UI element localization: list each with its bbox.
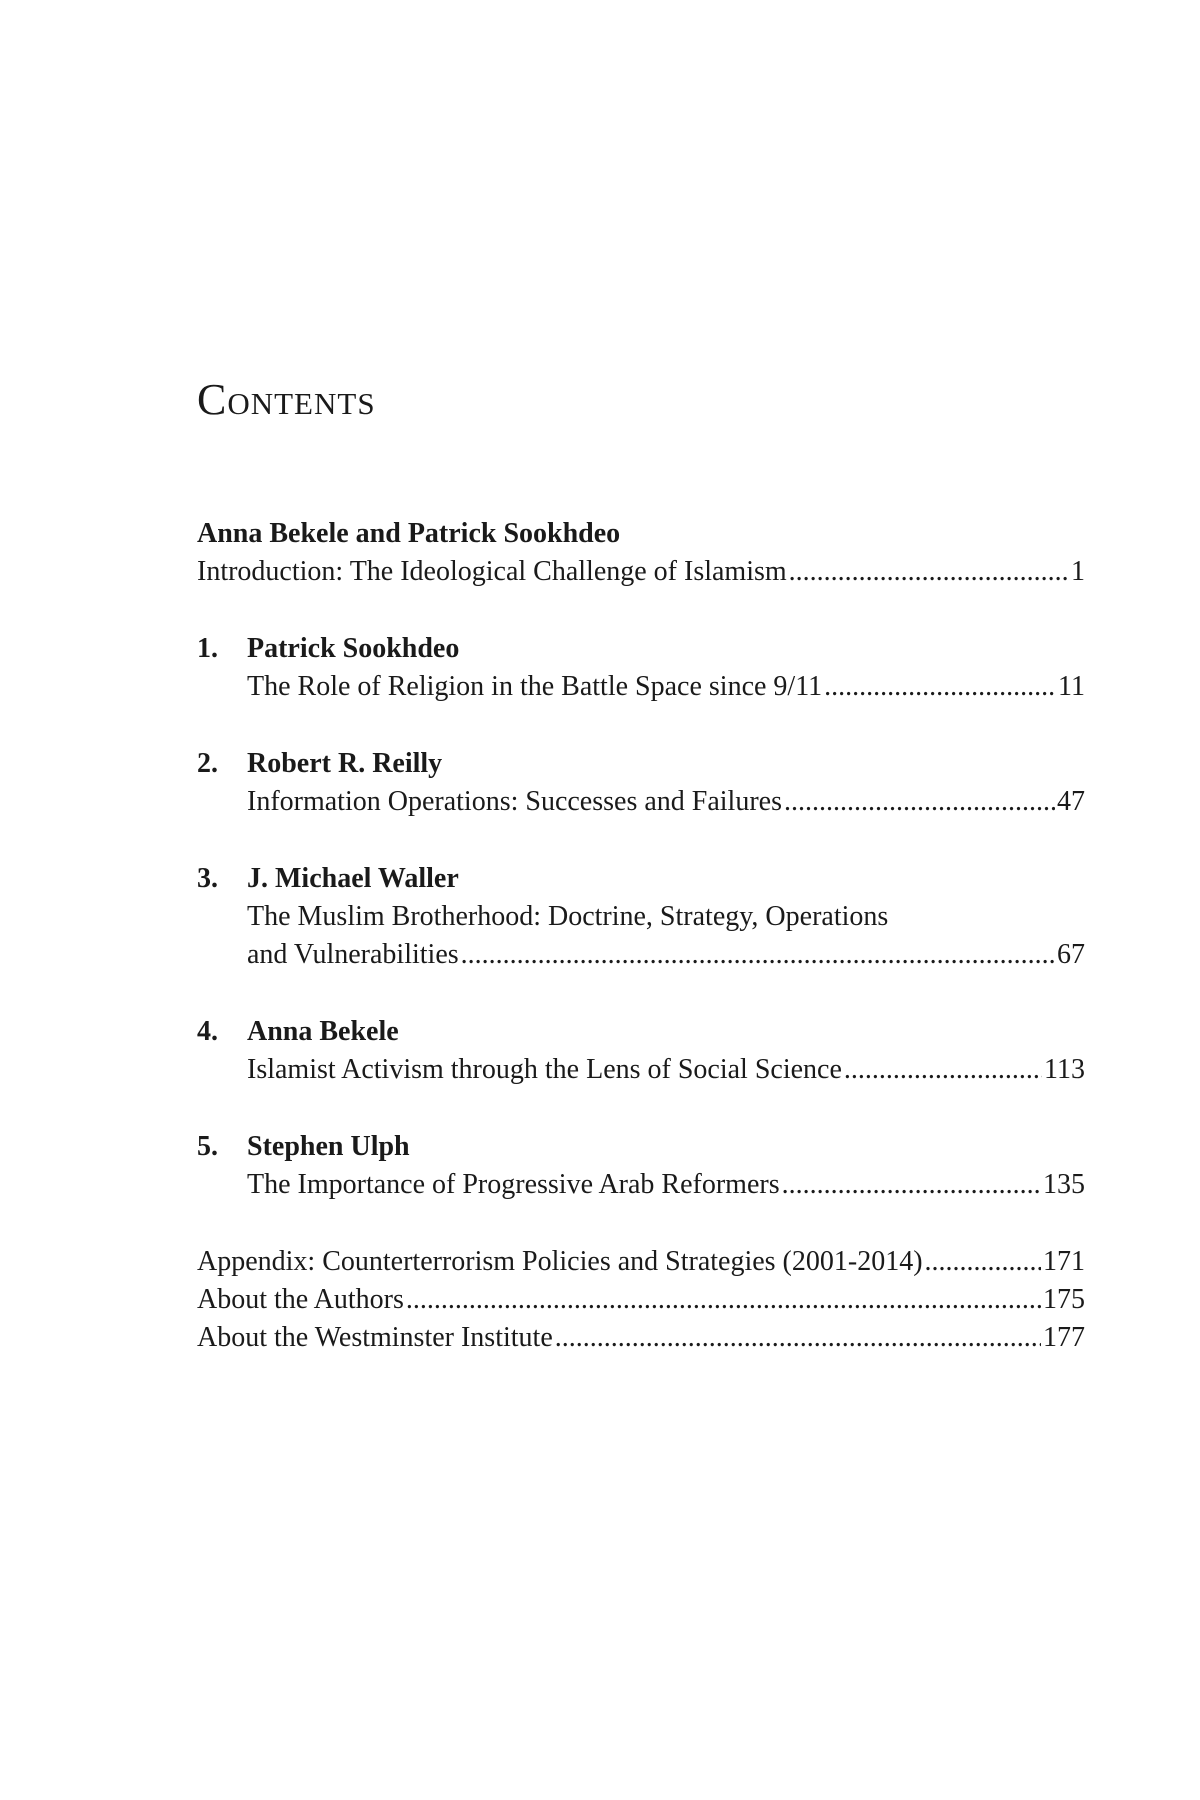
toc-chapter-heading [197, 630, 1085, 668]
toc-author: Stephen Ulph [247, 1131, 410, 1162]
toc-line[interactable] [197, 1166, 1085, 1204]
toc-line-about-institute[interactable] [197, 1319, 1085, 1357]
chapter-number: 5. [197, 1131, 218, 1162]
dot-leader [789, 553, 1069, 591]
chapter-number: 3. [197, 863, 218, 894]
toc-page-number: 171 [1043, 1246, 1085, 1277]
toc-author: Anna Bekele and Patrick Sookhdeo [197, 518, 621, 549]
toc-title: About the Westminster Institute [197, 1322, 553, 1353]
toc-line[interactable] [197, 553, 1085, 591]
toc-title: Introduction: The Ideological Challenge of Islamism [197, 556, 787, 587]
toc-line-about-authors[interactable] [197, 1281, 1085, 1319]
toc-line[interactable] [197, 668, 1085, 706]
toc-entry-chapter-4 [197, 1013, 1085, 1089]
toc-page-number: 1 [1071, 556, 1085, 587]
toc-page-number: 177 [1043, 1322, 1085, 1353]
toc-title: About the Authors [197, 1284, 404, 1315]
dot-leader [555, 1319, 1041, 1357]
toc-entry-chapter-1 [197, 630, 1085, 706]
chapter-number: 4. [197, 1016, 218, 1047]
dot-leader [784, 783, 1055, 821]
toc-entry-introduction [197, 515, 1085, 591]
toc-back-matter [197, 1243, 1085, 1357]
dot-leader [782, 1166, 1041, 1204]
toc-chapter-heading [197, 860, 1085, 898]
toc-title: Appendix: Counterterrorism Policies and Strategies (2001-2014) [197, 1246, 923, 1277]
toc-author: Patrick Sookhdeo [247, 633, 460, 664]
toc-page-number: 67 [1057, 939, 1085, 970]
toc-line[interactable] [197, 783, 1085, 821]
toc-author: Anna Bekele [247, 1016, 399, 1047]
toc-entry-chapter-2 [197, 745, 1085, 821]
dot-leader [461, 936, 1055, 974]
toc-title: The Importance of Progressive Arab Reformers [247, 1169, 780, 1200]
toc-author: J. Michael Waller [247, 863, 459, 894]
toc-line-appendix[interactable] [197, 1243, 1085, 1281]
toc-title: Information Operations: Successes and Failures [247, 786, 782, 817]
dot-leader [844, 1051, 1042, 1089]
toc-line[interactable] [197, 936, 1085, 974]
toc-title: Islamist Activism through the Lens of Social Science [247, 1054, 842, 1085]
chapter-number: 2. [197, 748, 218, 779]
toc-page-number: 11 [1058, 671, 1085, 702]
toc-page-number: 175 [1043, 1284, 1085, 1315]
toc-page-number: 135 [1043, 1169, 1085, 1200]
toc-page-number: 113 [1044, 1054, 1085, 1085]
dot-leader [824, 668, 1056, 706]
chapter-number: 1. [197, 633, 218, 664]
page-title: Contents [197, 375, 376, 424]
dot-leader [925, 1243, 1041, 1281]
toc-chapter-heading [197, 745, 1085, 783]
toc-title-first-line[interactable]: The Muslim Brotherhood: Doctrine, Strategy, Operations [247, 901, 889, 932]
toc-title: The Role of Religion in the Battle Space since 9/11 [247, 671, 823, 702]
toc-title: and Vulnerabilities [247, 939, 459, 970]
toc-line[interactable] [197, 1051, 1085, 1089]
toc-entry-chapter-5 [197, 1128, 1085, 1204]
table-of-contents [197, 515, 1085, 1357]
toc-chapter-heading [197, 1013, 1085, 1051]
toc-chapter-heading [197, 1128, 1085, 1166]
toc-author: Robert R. Reilly [247, 748, 443, 779]
dot-leader [406, 1281, 1041, 1319]
toc-entry-chapter-3 [197, 860, 1085, 974]
toc-page-number: 47 [1057, 786, 1085, 817]
